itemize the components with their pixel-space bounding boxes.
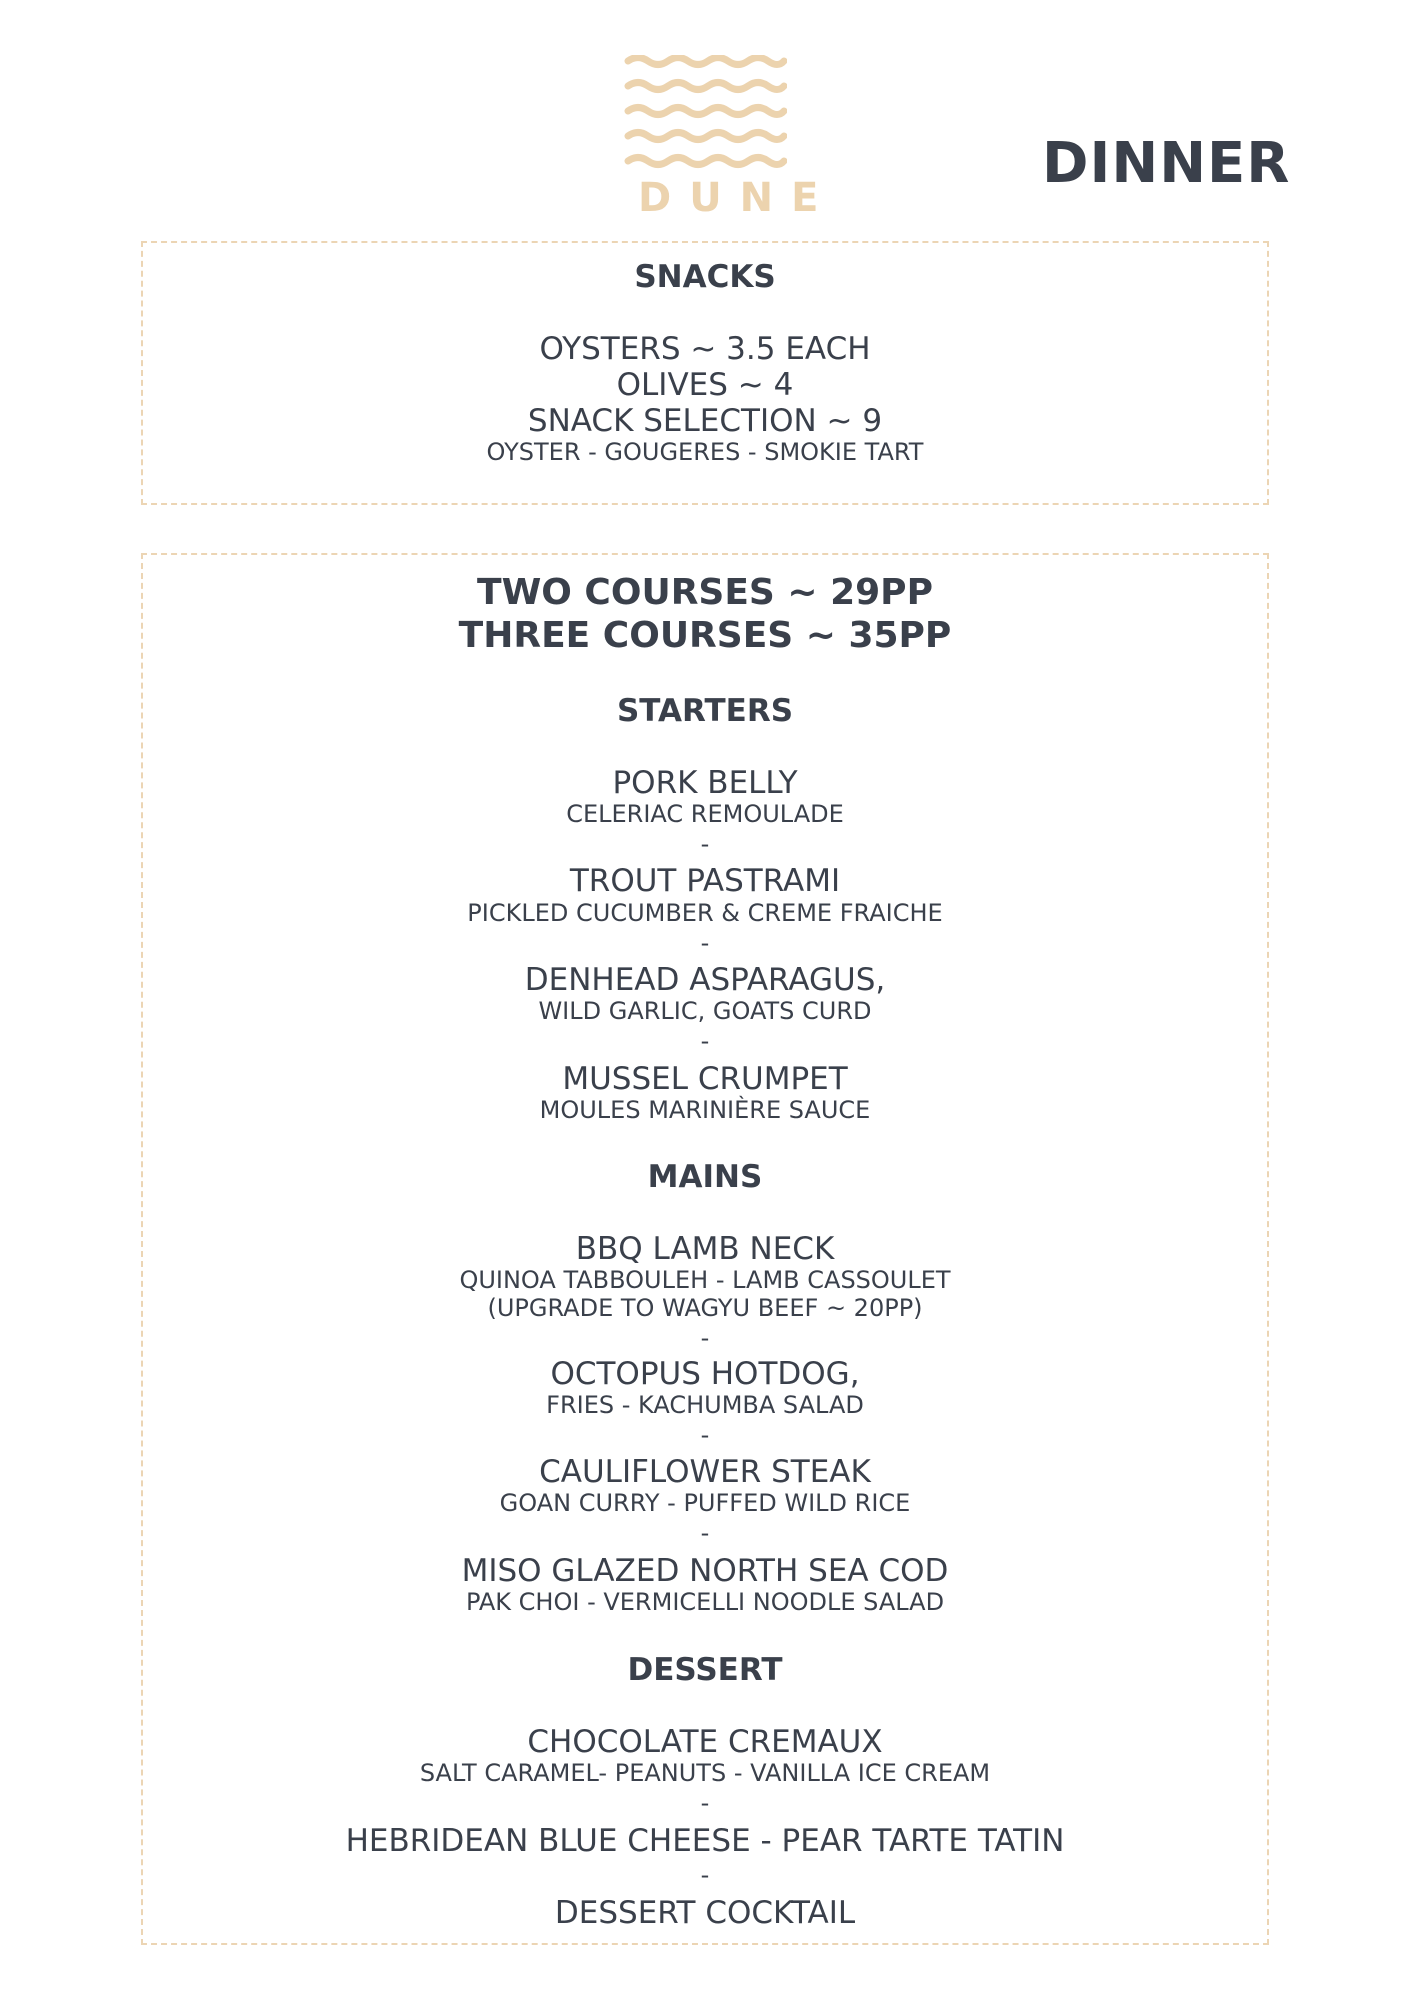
menu-item-description: QUINOA TABBOULEH - LAMB CASSOULET	[459, 1265, 951, 1294]
menu-item-name: BBQ LAMB NECK	[575, 1230, 835, 1267]
item-separator: -	[700, 1860, 710, 1889]
menu-item-name: DESSERT COCKTAIL	[554, 1894, 856, 1931]
menu-item-name: CAULIFLOWER STEAK	[539, 1453, 871, 1490]
mains-heading: MAINS	[647, 1158, 763, 1195]
item-separator: -	[700, 1026, 710, 1055]
menu-item-name: MISO GLAZED NORTH SEA COD	[461, 1552, 949, 1589]
item-separator: -	[700, 1323, 710, 1352]
item-separator: -	[700, 829, 710, 858]
two-course-price: TWO COURSES ~ 29PP	[477, 572, 933, 614]
menu-item-description: CELERIAC REMOULADE	[566, 799, 844, 828]
snack-selection-description: OYSTER - GOUGERES - SMOKIE TART	[486, 437, 924, 466]
waves-icon	[622, 55, 787, 175]
dune-logo	[622, 55, 837, 221]
menu-item-name: DENHEAD ASPARAGUS,	[524, 961, 886, 998]
menu-item-description: PAK CHOI - VERMICELLI NOODLE SALAD	[465, 1587, 945, 1616]
page-title: DINNER	[1042, 131, 1291, 196]
menu-item-name: PORK BELLY	[612, 764, 798, 801]
item-separator: -	[700, 928, 710, 957]
menu-item-name: CHOCOLATE CREMAUX	[527, 1723, 883, 1760]
menu-item-description: FRIES - KACHUMBA SALAD	[546, 1390, 864, 1419]
courses-box	[141, 553, 1269, 1945]
menu-item-name: HEBRIDEAN BLUE CHEESE - PEAR TARTE TATIN	[345, 1822, 1065, 1859]
dessert-heading: DESSERT	[627, 1651, 783, 1688]
menu-item-description: MOULES MARINIÈRE SAUCE	[539, 1095, 871, 1124]
menu-item-name: MUSSEL CRUMPET	[562, 1060, 848, 1097]
starters-heading: STARTERS	[616, 692, 794, 729]
menu-item-description: WILD GARLIC, GOATS CURD	[538, 996, 872, 1025]
snack-item: SNACK SELECTION ~ 9	[527, 402, 883, 439]
item-separator: -	[700, 1420, 710, 1449]
menu-item-description: (UPGRADE TO WAGYU BEEF ~ 20PP)	[487, 1293, 923, 1322]
three-course-price: THREE COURSES ~ 35PP	[458, 615, 952, 657]
menu-item-description: GOAN CURRY - PUFFED WILD RICE	[499, 1488, 911, 1517]
brand-wordmark: DUNE	[638, 175, 837, 221]
item-separator: -	[700, 1518, 710, 1547]
menu-item-description: PICKLED CUCUMBER & CREME FRAICHE	[467, 898, 943, 927]
menu-item-name: TROUT PASTRAMI	[569, 862, 841, 899]
snack-item: OYSTERS ~ 3.5 EACH	[539, 330, 871, 367]
snacks-box	[141, 241, 1269, 505]
menu-item-description: SALT CARAMEL- PEANUTS - VANILLA ICE CREAM	[419, 1758, 991, 1787]
item-separator: -	[700, 1788, 710, 1817]
snacks-heading: SNACKS	[634, 258, 776, 295]
menu-item-name: OCTOPUS HOTDOG,	[550, 1355, 860, 1392]
snack-item: OLIVES ~ 4	[616, 366, 794, 403]
